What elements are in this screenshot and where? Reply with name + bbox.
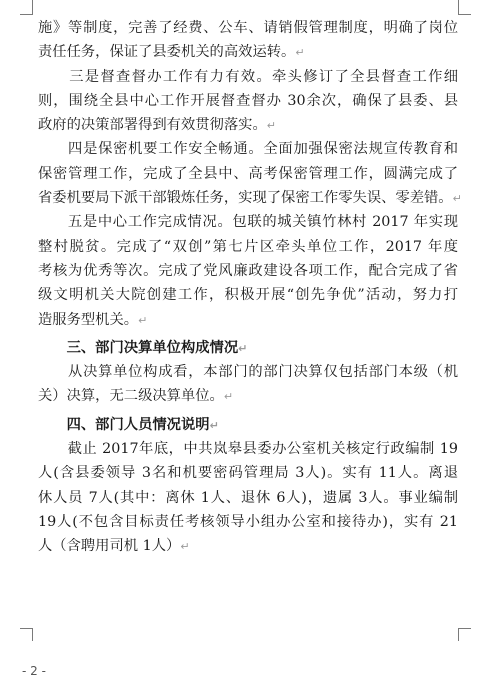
text-line: 造服务型机关。↵ <box>38 311 148 328</box>
paragraph-mark-icon: ↵ <box>238 341 248 355</box>
text-line: 保密管理工作，完成了全县中、高考保密管理工作，圆满完成了 <box>38 165 458 182</box>
text-line: 人（含聘用司机 1人）↵ <box>38 538 190 555</box>
text-line: 施》等制度，完善了经费、公车、请销假管理制度，明确了岗位 <box>38 20 458 36</box>
page-number: - 2 - <box>22 664 46 678</box>
paragraph-mark-icon: ↵ <box>223 390 234 404</box>
text-line: 省委机要局下派干部锻炼任务，实现了保密工作零失误、零差错。↵ <box>38 190 462 207</box>
paragraph-mark-icon: ↵ <box>295 46 305 60</box>
text-line: 则，围绕全县中心工作开展督查督办 30余次，确保了县委、县 <box>38 92 458 109</box>
section-heading: 四、部门人员情况说明↵ <box>38 416 219 433</box>
paragraph-mark-icon: ↵ <box>209 418 219 432</box>
text-line: 19人(不包含目标责任考核领导小组办公室和接待办)，实有 21 <box>38 513 458 530</box>
text-line: 人(含县委领导 3名和机要密码管理局 3人)。实有 11人。离退 <box>38 465 458 482</box>
paragraph-mark-icon: ↵ <box>266 119 276 133</box>
text-line: 整村脱贫。完成了“双创”第七片区牵头单位工作，2017 年度 <box>38 238 458 255</box>
text-line: 三是督查督办工作有力有效。牵头修订了全县督查工作细 <box>38 68 458 85</box>
paragraph-mark-icon: ↵ <box>138 313 148 327</box>
text-line: 截止 2017年底，中共岚皋县委办公室机关核定行政编制 19 <box>38 441 458 458</box>
text-line: 级文明机关大院创建工作，积极开展“创先争优”活动，努力打 <box>38 287 458 304</box>
crop-mark-top-right <box>458 0 471 15</box>
document-body <box>38 16 462 559</box>
text-line: 从决算单位构成看，本部门的部门决算仅包括部门本级（机 <box>38 364 458 381</box>
text-line: 政府的决策部署得到有效贯彻落实。↵ <box>38 117 276 134</box>
text-line: 关）决算，无二级决算单位。↵ <box>38 388 234 405</box>
crop-mark-bottom-left <box>20 628 33 641</box>
crop-mark-bottom-right <box>458 628 471 641</box>
text-line: 考核为优秀等次。完成了党风廉政建设各项工作，配合完成了省 <box>38 262 458 279</box>
text-line: 责任任务，保证了县委机关的高效运转。↵ <box>38 44 305 61</box>
text-line: 四是保密机要工作安全畅通。全面加强保密法规宣传教育和 <box>38 141 458 158</box>
section-heading: 三、部门决算单位构成情况↵ <box>38 339 248 356</box>
paragraph-mark-icon: ↵ <box>180 540 190 554</box>
crop-mark-top-left <box>20 0 33 15</box>
paragraph-mark-icon: ↵ <box>452 192 462 206</box>
text-line: 休人员 7人(其中：离休 1人、退休 6人)，遗属 3人。事业编制 <box>38 489 458 506</box>
text-line: 五是中心工作完成情况。包联的城关镇竹林村 2017 年实现 <box>38 214 458 231</box>
